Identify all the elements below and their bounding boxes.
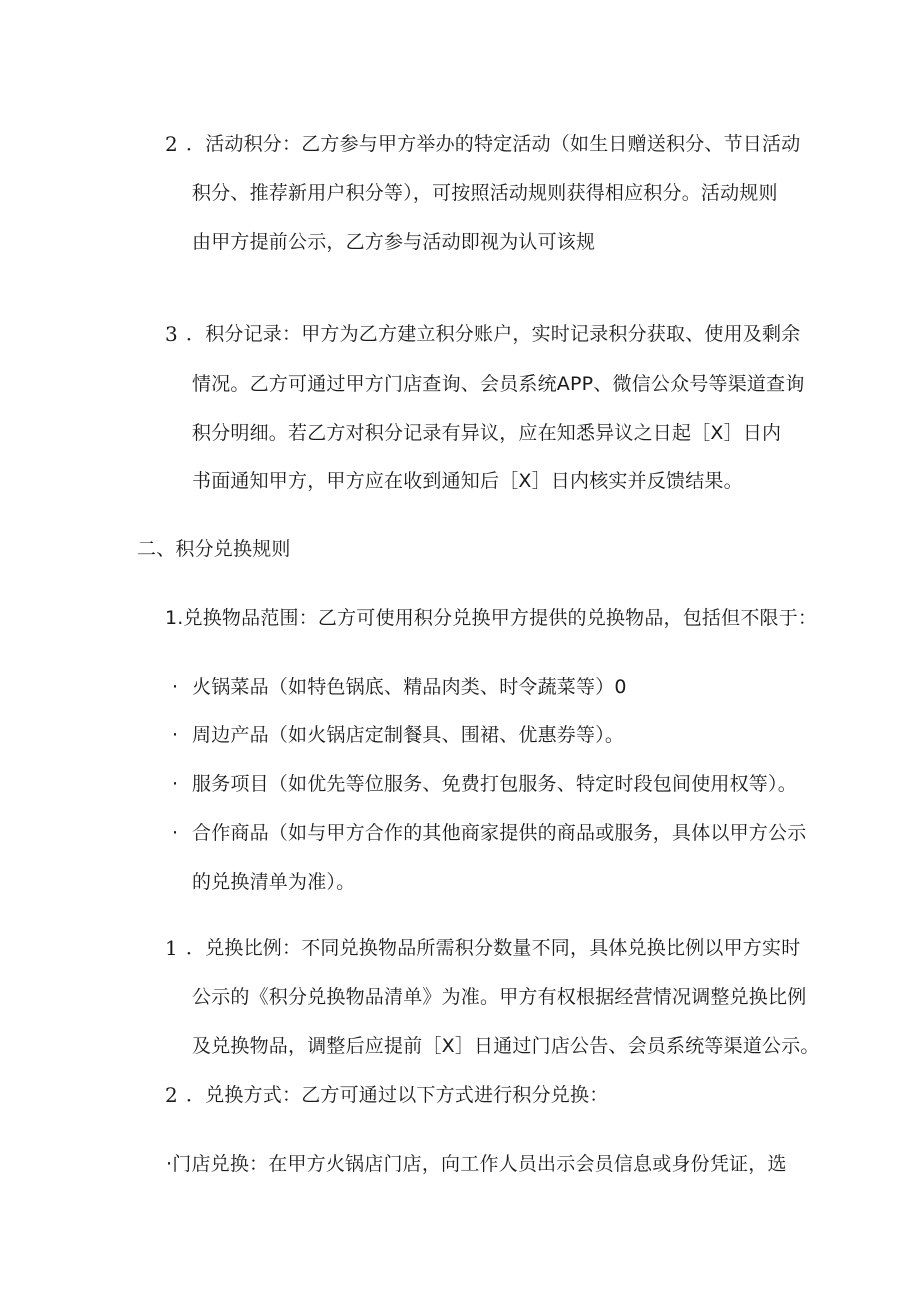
paragraph-line: 公示的《积分兑换物品清单》为准。甲方有权根据经营情况调整兑换比例 [192, 986, 807, 1008]
item-number: 3 [165, 322, 178, 346]
paragraph-line: 书面通知甲方，甲方应在收到通知后［X］日内核实并反馈结果。 [192, 470, 743, 492]
list-item: 合作商品（如与甲方合作的其他商家提供的商品或服务，具体以甲方公示 [192, 822, 807, 844]
list-item: 服务项目（如优先等位服务、免费打包服务、特定时段包间使用权等）。 [192, 773, 797, 795]
item-number: 2 [165, 132, 178, 156]
paragraph-line: 及兑换物品，调整后应提前［X］日通过门店公告、会员系统等渠道公示。 [192, 1035, 820, 1057]
paragraph-line: ．兑换方式：乙方可通过以下方式进行积分兑换： [186, 1084, 609, 1106]
bullet-mark: · [172, 724, 179, 746]
paragraph-line: 积分、推荐新用户积分等），可按照活动规则获得相应积分。活动规则 [192, 182, 778, 204]
paragraph-line: 积分明细。若乙方对积分记录有异议，应在知悉异议之日起［X］日内 [192, 422, 782, 444]
item-number: 1 [165, 936, 178, 960]
paragraph-line: ．兑换比例：不同兑换物品所需积分数量不同，具体兑换比例以甲方实时 [186, 937, 801, 959]
store-exchange-line: ·门店兑换：在甲方火锅店门店，向工作人员出示会员信息或身份凭证，选 [166, 1153, 787, 1175]
item-number: 2 [165, 1083, 178, 1107]
paragraph-line: 由甲方提前公示，乙方参与活动即视为认可该规 [192, 231, 596, 253]
bullet-mark: · [172, 822, 179, 844]
bullet-mark: · [172, 676, 179, 698]
paragraph-line: 情况。乙方可通过甲方门店查询、会员系统APP、微信公众号等渠道查询 [192, 373, 805, 395]
section-heading: 二、积分兑换规则 [137, 538, 291, 560]
paragraph-line: ．活动积分：乙方参与甲方举办的特定活动（如生日赠送积分、节日活动 [186, 133, 801, 155]
list-item: 周边产品（如火锅店定制餐具、围裙、优惠券等）。 [192, 724, 625, 746]
paragraph-line: ．积分记录：甲方为乙方建立积分账户，实时记录积分获取、使用及剩余 [186, 323, 801, 345]
exchange-scope-line: 1.兑换物品范围：乙方可使用积分兑换甲方提供的兑换物品，包括但不限于： [165, 607, 818, 629]
list-item: 火锅菜品（如特色锅底、精品肉类、时令蔬菜等）0 [192, 676, 627, 698]
list-item-continuation: 的兑换清单为准）。 [192, 871, 356, 893]
bullet-mark: · [172, 773, 179, 795]
